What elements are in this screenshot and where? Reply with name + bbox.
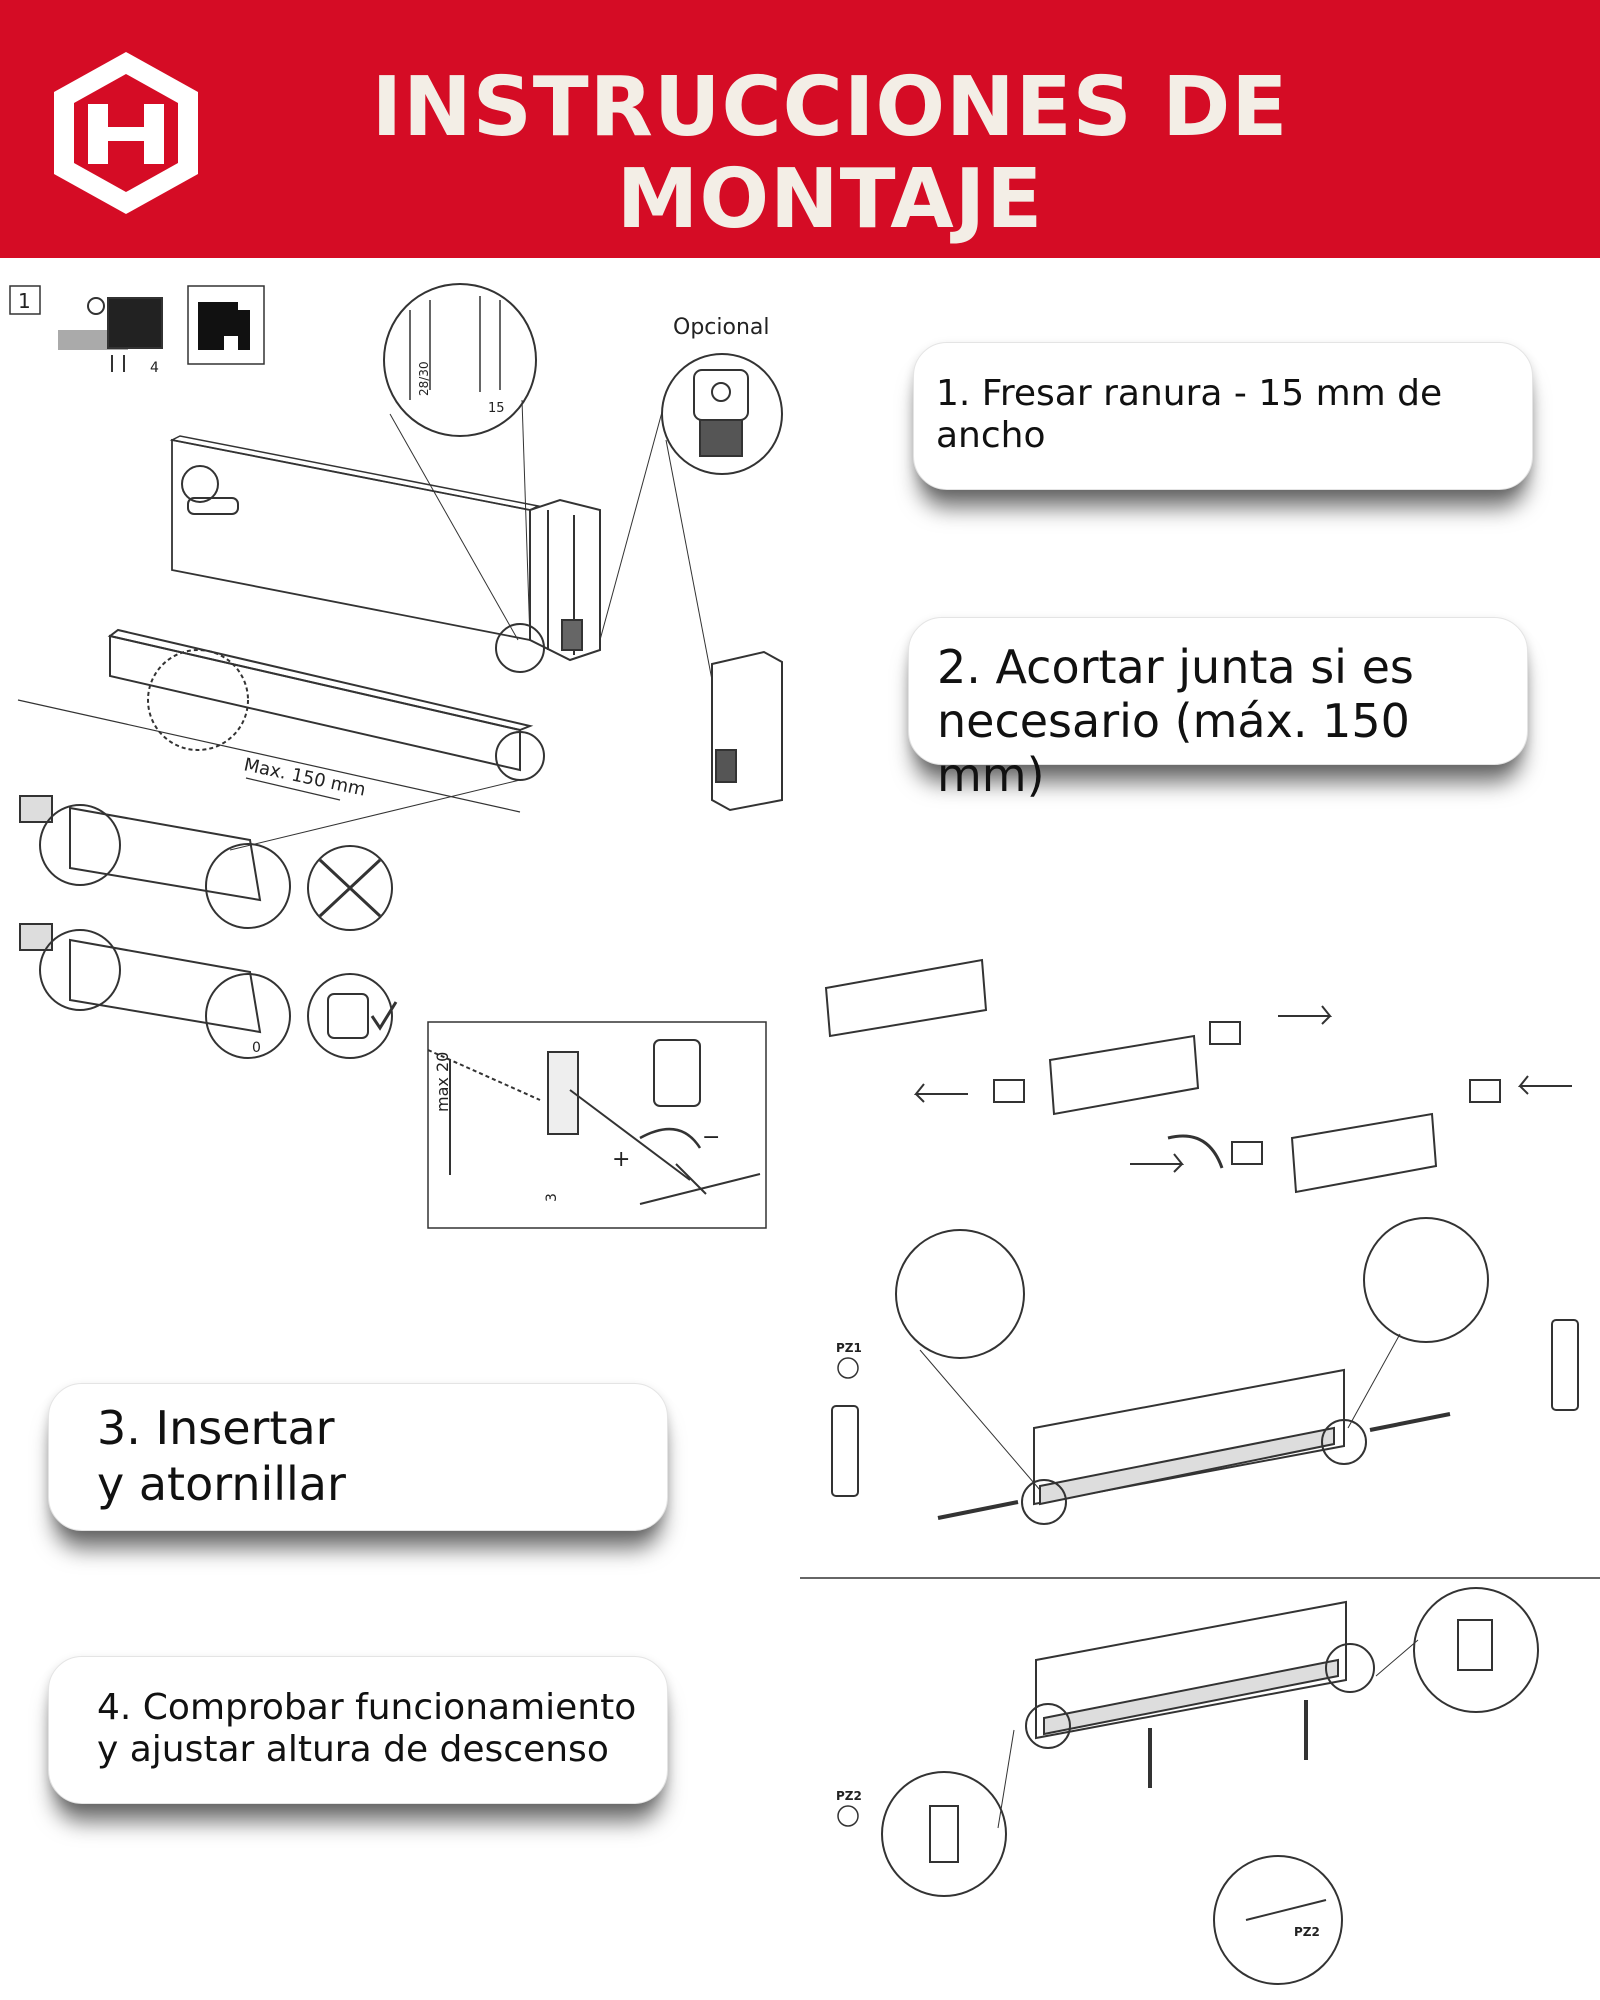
step-4-text: 4. Comprobar funcionamiento y ajustar altura de descenso	[97, 1687, 637, 1770]
step-2-text: 2. Acortar junta si es necesario (máx. 150 mm)	[937, 640, 1414, 802]
adapter-row-1	[20, 796, 392, 930]
exploded-seal-parts	[826, 960, 1572, 1192]
max-length-label: Max. 150 mm	[241, 754, 368, 801]
groove-width-label: 15	[488, 401, 505, 416]
three-label: 3	[544, 1193, 560, 1202]
plus-sign: +	[612, 1147, 631, 1172]
installation-step3-drawing	[832, 1218, 1578, 1524]
header-banner	[0, 0, 1600, 258]
step-2-callout	[908, 617, 1528, 802]
groove-detail-circle	[384, 284, 536, 436]
groove-depth-label: 28/30	[417, 361, 431, 396]
step-3-text: 3. Insertar y atornillar	[97, 1401, 346, 1511]
profile-section-icon	[58, 298, 162, 372]
optional-label: Opcional	[673, 315, 770, 340]
pz2-label: PZ2	[836, 1789, 862, 1803]
zero-label: 0	[252, 1040, 261, 1056]
hexagon-h-logo-icon	[48, 48, 204, 218]
minus-sign: −	[702, 1125, 721, 1150]
page-title: INSTRUCCIONES DE MONTAJE	[371, 60, 1289, 247]
adapter-row-2	[20, 924, 396, 1058]
door-panel-drawing	[172, 436, 600, 660]
max20-label: max 20	[433, 1051, 452, 1112]
step-3-callout	[48, 1383, 668, 1531]
step-1-text: 1. Fresar ranura - 15 mm de ancho	[936, 373, 1443, 456]
step-1-callout	[913, 342, 1533, 490]
offset-label: 4	[150, 360, 159, 376]
pz1-label: PZ1	[836, 1341, 862, 1355]
check-step4-drawing	[882, 1588, 1538, 1984]
step-4-callout	[48, 1656, 668, 1804]
seal-bar-drawing	[18, 630, 544, 850]
step-number-label: 1	[18, 289, 31, 313]
pz2-bit-label: PZ2	[1294, 1925, 1320, 1939]
